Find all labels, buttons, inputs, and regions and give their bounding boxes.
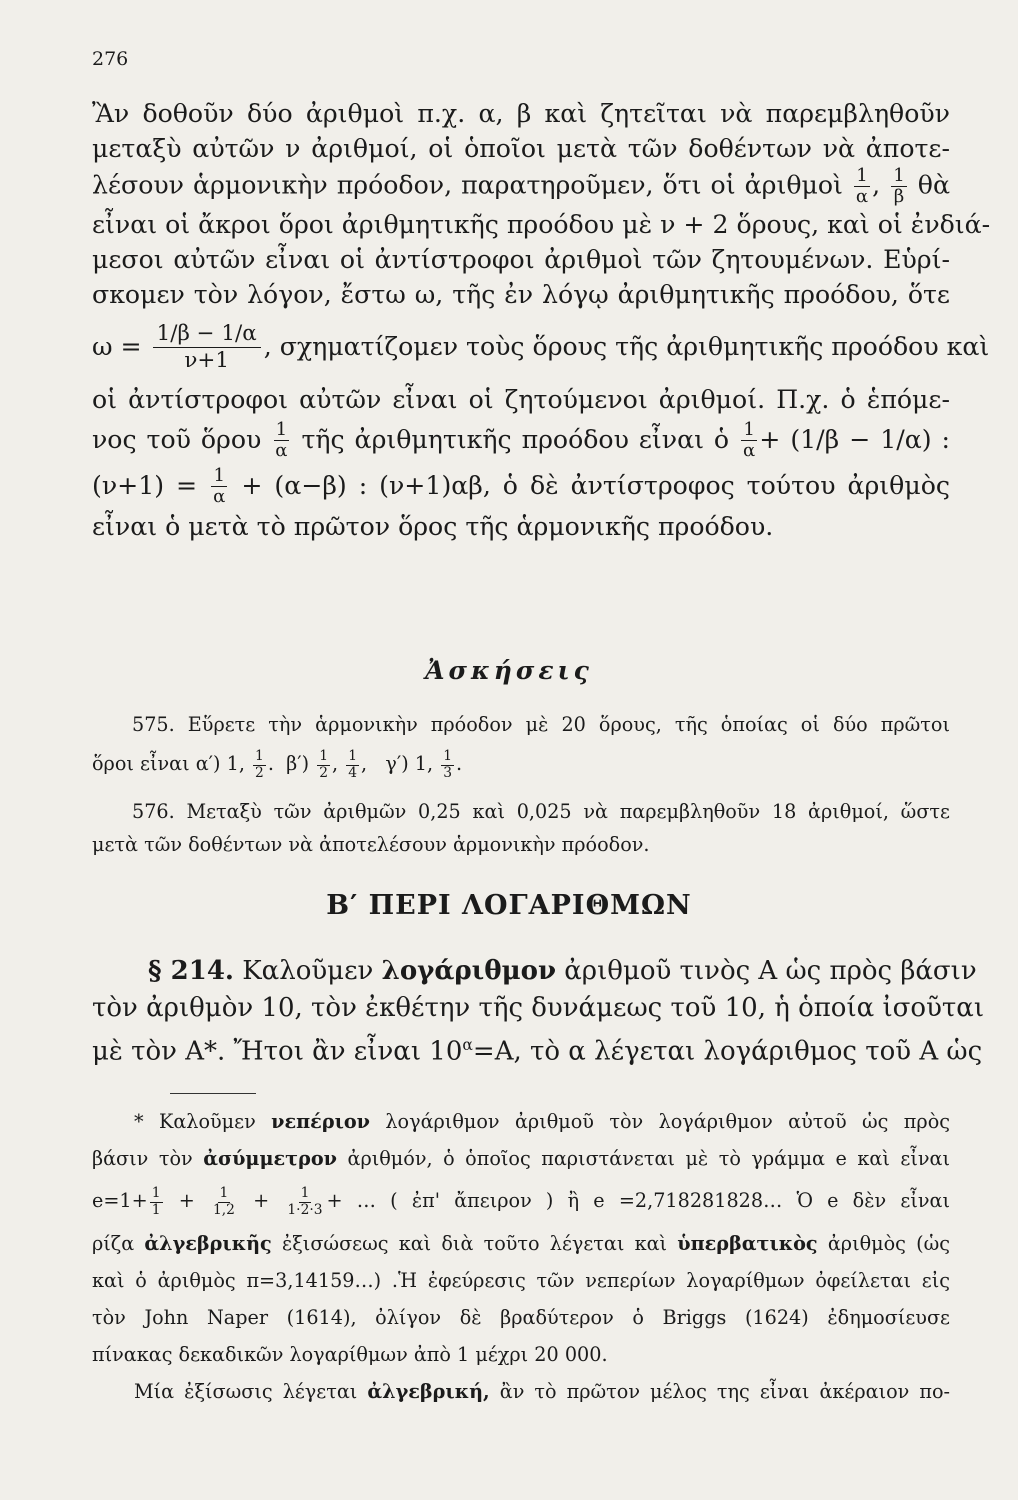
exercises-block (92, 708, 950, 861)
text-line: εἶναι οἱ ἄκροι ὅροι ἀριθμητικῆς προόδου μὲ ν + 2 ὅρους, καὶ οἱ ἐνδιά- (92, 209, 991, 239)
text-line: Ἂν δοθοῦν δύο ἀριθμοὶ π.χ. α, β καὶ ζητεῖται νὰ παρεμβληθοῦν (92, 99, 950, 128)
fraction-one-over-one-two-three: $\frac{1}{1\cdot 2\cdot 3}$ (287, 1185, 323, 1218)
exercise-575-line: ὅροι εἶναι α′) 1, $\frac{1}{2}$ . β′) $\frac{1}{2}$ , $\frac{1}{4}$ , γ′) 1, $\frac{1}{3}$ . (92, 748, 463, 781)
exercises-heading: Ἀσκήσεις (425, 656, 593, 685)
exercise-575-line: 575. Εὕρετε τὴν ἁρμονικὴν πρόοδον μὲ 20 ὅρους, τῆς ὁποίας οἱ δύο πρῶτοι (132, 713, 950, 736)
exercise-576-line: 576. Μεταξὺ τῶν ἀριθμῶν 0,25 καὶ 0,025 νὰ παρεμβληθοῦν 18 ἀριθμοί, ὥστε (132, 800, 950, 823)
fraction-one-over-alpha: $\frac{1}{\alpha}$ (275, 419, 288, 462)
fraction-one-half: $\frac{1}{2}$ (255, 748, 264, 781)
fraction-omega: $\frac{1/\beta - 1/\alpha}{\nu+1}$ (153, 321, 261, 376)
footnote-line: καὶ ὁ ἀριθμὸς π=3,14159…) .Ἡ ἐφεύρεσις τῶν νεπερίων λογαρίθμων ὀφείλεται εἰς (92, 1269, 950, 1292)
fraction-one-over-one-two: $\frac{1}{1,2}$ (212, 1185, 235, 1218)
text-line: μὲ τὸν Α*. Ἤτοι ἂν εἶναι $10^\alpha=A$, τὸ α λέγεται λογάριθμος τοῦ Α ὡς (92, 1036, 983, 1067)
text-line: τὸν ἀριθμὸν 10, τὸν ἐκθέτην τῆς δυνάμεως τοῦ 10, ἡ ὁποία ἰσοῦται (92, 993, 985, 1023)
fraction-one-quarter: $\frac{1}{4}$ (348, 748, 357, 781)
fraction-one-over-alpha: $\frac{1}{\alpha}$ (855, 165, 869, 207)
footnote-line: Μία ἐξίσωσις λέγεται ἀλγεβρική, ἂν τὸ πρῶτον μέλος της εἶναι ἀκέραιον πο- (134, 1380, 951, 1403)
text-line: λέσουν ἁρμονικὴν πρόοδον, παρατηροῦμεν, ὅτι οἱ ἀριθμοὶ $\frac{1}{\alpha}$ , $\frac{1}{\beta}$ θὰ (92, 165, 950, 207)
footnote-line: e=1+ $\frac{1}{1}$ + $\frac{1}{1,2}$ + $\frac{1}{1\cdot 2\cdot 3}$ + … ( ἐπ' ἄπειρον ) ἢ e =2,718281828… Ὁ e δὲν εἶναι (92, 1185, 950, 1218)
text-line: (ν+1) = $\frac{1}{\alpha}$ + (α−β) : (ν+1)αβ, ὁ δὲ ἀντίστροφος τούτου ἀριθμὸς (92, 465, 950, 508)
fraction-one-over-alpha: $\frac{1}{\alpha}$ (213, 465, 226, 508)
footnote-rule (170, 1093, 256, 1094)
page-number: 276 (92, 48, 129, 70)
text-line: εἶναι ὁ μετὰ τὸ πρῶτον ὅρος τῆς ἁρμονικῆς προόδου. (92, 511, 774, 541)
fraction-one-half: $\frac{1}{2}$ (319, 748, 328, 781)
fraction-one-over-alpha: $\frac{1}{\alpha}$ (743, 419, 756, 462)
section-heading: Β′ ΠΕΡΙ ΛΟΓΑΡΙΘΜΩΝ (326, 890, 692, 921)
fraction-one-third: $\frac{1}{3}$ (443, 748, 453, 781)
text-line: μεσοι αὐτῶν εἶναι οἱ ἀντίστροφοι ἀριθμοὶ τῶν ζητουμένων. Εὑρί- (92, 244, 950, 274)
main-paragraph (92, 96, 991, 544)
text-line: νος τοῦ ὅρου $\frac{1}{\alpha}$ τῆς ἀριθμητικῆς προόδου εἶναι ὁ $\frac{1}{\alpha}$ + (1/β − 1/α) : (92, 419, 950, 462)
footnote-line: ρίζα ἀλγεβρικῆς ἐξισώσεως καὶ διὰ τοῦτο λέγεται καὶ ὑπερβατικὸς ἀριθμὸς (ὡς (92, 1232, 950, 1255)
exercise-576-line: μετὰ τῶν δοθέντων νὰ ἀποτελέσουν ἁρμονικὴν πρόοδον. (92, 833, 650, 856)
footnote-line: * Καλοῦμεν νεπέριον λογάριθμον ἀριθμοῦ τὸν λογάριθμον αὐτοῦ ὡς πρὸς (134, 1110, 950, 1133)
fraction-one-over-one: $\frac{1}{1}$ (151, 1185, 161, 1218)
footnote (92, 1103, 950, 1410)
fraction-one-over-beta: $\frac{1}{\beta}$ (893, 165, 905, 207)
section-214-paragraph (92, 953, 985, 1071)
text-line: μεταξὺ αὐτῶν ν ἀριθμοί, οἱ ὁποῖοι μετὰ τῶν δοθέντων νὰ ἀποτε- (92, 134, 950, 163)
text-line: οἱ ἀντίστροφοι αὐτῶν εἶναι οἱ ζητούμενοι ἀριθμοί. Π.χ. ὁ ἑπόμε- (92, 384, 950, 414)
footnote-line: πίνακας δεκαδικῶν λογαρίθμων ἀπὸ 1 μέχρι 20 000. (92, 1343, 608, 1366)
text-line: σκομεν τὸν λόγον, ἔστω ω, τῆς ἐν λόγῳ ἀριθμητικῆς προόδου, ὅτε (92, 279, 950, 309)
footnote-line: τὸν John Naper (1614), ὀλίγον δὲ βραδύτερον ὁ Briggs (1624) ἐδημοσίευσε (92, 1306, 950, 1329)
footnote-line: βάσιν τὸν ἀσύμμετρον ἀριθμόν, ὁ ὁποῖος παριστάνεται μὲ τὸ γράμμα e καὶ εἶναι (92, 1147, 950, 1170)
text-line: § 214. Καλοῦμεν λογάριθμον ἀριθμοῦ τινὸς Α ὡς πρὸς βάσιν (148, 956, 977, 986)
formula-line-omega: ω = $\frac{1/\beta - 1/\alpha}{\nu+1}$ , σχηματίζομεν τοὺς ὅρους τῆς ἀριθμητικῆς προόδου καὶ (92, 320, 990, 374)
